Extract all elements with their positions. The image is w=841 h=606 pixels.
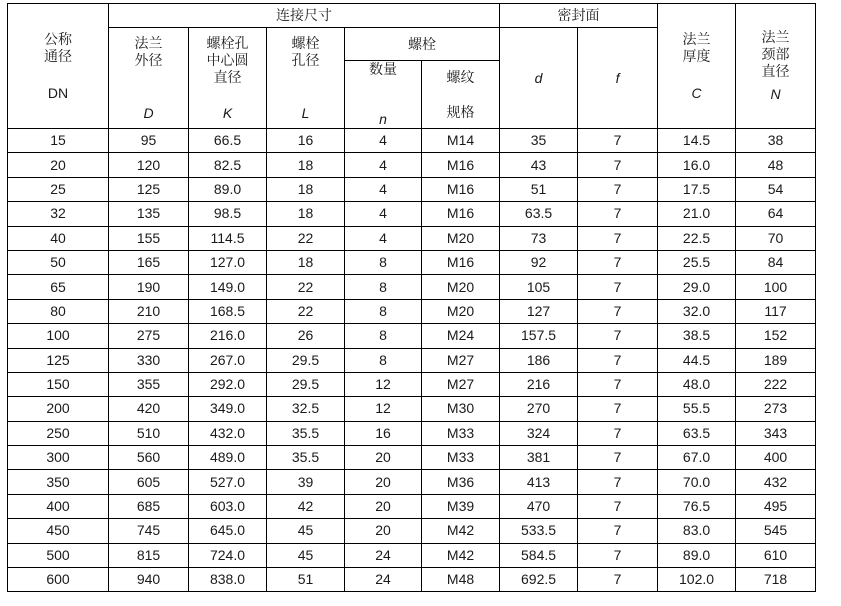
dn-header xyxy=(8,4,109,129)
table-row xyxy=(8,177,816,201)
bolt-qty-cell: 12 xyxy=(345,372,422,396)
thickness-cell: 14.5 xyxy=(658,129,736,153)
table-row xyxy=(8,397,816,421)
seal-f-cell: 7 xyxy=(578,421,658,445)
table-row xyxy=(8,348,816,372)
table-row xyxy=(8,299,816,323)
flange-od-cell: 135 xyxy=(109,202,189,226)
thickness-cell: 83.0 xyxy=(658,519,736,543)
bolt-hole-cell: 22 xyxy=(267,226,345,250)
seal-f-cell: 7 xyxy=(578,129,658,153)
seal-f-header xyxy=(578,28,658,129)
neck-cell: 432 xyxy=(736,470,816,494)
dn-cell: 600 xyxy=(8,568,109,592)
flange-od-cell: 125 xyxy=(109,177,189,201)
neck-cell: 100 xyxy=(736,275,816,299)
thread-cell: M14 xyxy=(422,129,500,153)
bolt-circle-cell: 838.0 xyxy=(189,568,267,592)
thickness-cell: 38.5 xyxy=(658,324,736,348)
neck-cell: 70 xyxy=(736,226,816,250)
neck-cell: 84 xyxy=(736,250,816,274)
table-row xyxy=(8,470,816,494)
dn-cell: 15 xyxy=(8,129,109,153)
bolt-circle-cell: 527.0 xyxy=(189,470,267,494)
flange-od-header xyxy=(109,28,189,129)
seal-d-cell: 692.5 xyxy=(500,568,578,592)
thickness-cell: 32.0 xyxy=(658,299,736,323)
thickness-cell: 21.0 xyxy=(658,202,736,226)
bolt-circle-cell: 489.0 xyxy=(189,446,267,470)
bolt-circle-cell: 149.0 xyxy=(189,275,267,299)
seal-d-cell: 43 xyxy=(500,153,578,177)
dn-cell: 50 xyxy=(8,250,109,274)
bolt-group-header: 螺栓 xyxy=(345,28,500,61)
bolt-circle-cell: 98.5 xyxy=(189,202,267,226)
thickness-cell: 67.0 xyxy=(658,446,736,470)
bolt-hole-cell: 22 xyxy=(267,299,345,323)
table-row xyxy=(8,568,816,592)
seal-f-cell: 7 xyxy=(578,397,658,421)
bolt-hole-cell: 26 xyxy=(267,324,345,348)
thread-cell: M42 xyxy=(422,543,500,567)
bolt-qty-cell: 8 xyxy=(345,250,422,274)
flange-od-cell: 560 xyxy=(109,446,189,470)
flange-od-symbol: D xyxy=(143,104,154,121)
dn-cell: 300 xyxy=(8,446,109,470)
neck-cell: 610 xyxy=(736,543,816,567)
thread-label-2: 规格 xyxy=(446,103,475,120)
seal-d-cell: 63.5 xyxy=(500,202,578,226)
thread-label-1: 螺纹 xyxy=(446,68,475,85)
bolt-circle-cell: 349.0 xyxy=(189,397,267,421)
bolt-qty-cell: 8 xyxy=(345,299,422,323)
bolt-hole-cell: 51 xyxy=(267,568,345,592)
neck-cell: 222 xyxy=(736,372,816,396)
thickness-symbol: C xyxy=(691,84,702,101)
thickness-cell: 70.0 xyxy=(658,470,736,494)
flange-od-cell: 745 xyxy=(109,519,189,543)
thread-cell: M16 xyxy=(422,153,500,177)
thread-cell: M48 xyxy=(422,568,500,592)
bolt-circle-cell: 168.5 xyxy=(189,299,267,323)
bolt-hole-cell: 42 xyxy=(267,494,345,518)
seal-f-cell: 7 xyxy=(578,250,658,274)
neck-cell: 343 xyxy=(736,421,816,445)
thread-cell: M24 xyxy=(422,324,500,348)
bolt-qty-cell: 8 xyxy=(345,348,422,372)
neck-cell: 117 xyxy=(736,299,816,323)
flange-od-cell: 330 xyxy=(109,348,189,372)
seal-f-cell: 7 xyxy=(578,348,658,372)
seal-f-cell: 7 xyxy=(578,177,658,201)
thread-cell: M33 xyxy=(422,421,500,445)
thread-cell: M33 xyxy=(422,446,500,470)
bolt-hole-cell: 45 xyxy=(267,543,345,567)
flange-od-cell: 420 xyxy=(109,397,189,421)
bolt-hole-cell: 18 xyxy=(267,153,345,177)
neck-cell: 273 xyxy=(736,397,816,421)
dn-cell: 500 xyxy=(8,543,109,567)
dn-cell: 200 xyxy=(8,397,109,421)
header-row-1 xyxy=(8,4,816,28)
bolt-circle-cell: 216.0 xyxy=(189,324,267,348)
flange-od-cell: 95 xyxy=(109,129,189,153)
neck-cell: 54 xyxy=(736,177,816,201)
bolt-hole-cell: 35.5 xyxy=(267,421,345,445)
thread-cell: M30 xyxy=(422,397,500,421)
thickness-cell: 17.5 xyxy=(658,177,736,201)
bolt-circle-header xyxy=(189,28,267,129)
table-row xyxy=(8,446,816,470)
flange-od-cell: 275 xyxy=(109,324,189,348)
thickness-cell: 76.5 xyxy=(658,494,736,518)
flange-od-cell: 815 xyxy=(109,543,189,567)
bolt-hole-label: 螺栓 孔径 xyxy=(291,34,320,68)
seal-d-cell: 216 xyxy=(500,372,578,396)
flange-od-cell: 355 xyxy=(109,372,189,396)
seal-d-cell: 584.5 xyxy=(500,543,578,567)
bolt-circle-cell: 603.0 xyxy=(189,494,267,518)
seal-d-cell: 73 xyxy=(500,226,578,250)
bolt-hole-cell: 18 xyxy=(267,177,345,201)
seal-d-cell: 92 xyxy=(500,250,578,274)
thickness-cell: 44.5 xyxy=(658,348,736,372)
seal-d-cell: 127 xyxy=(500,299,578,323)
seal-f-cell: 7 xyxy=(578,153,658,177)
bolt-qty-cell: 24 xyxy=(345,568,422,592)
flange-od-cell: 155 xyxy=(109,226,189,250)
dn-cell: 350 xyxy=(8,470,109,494)
bolt-qty-cell: 4 xyxy=(345,177,422,201)
bolt-qty-cell: 12 xyxy=(345,397,422,421)
dn-code: DN xyxy=(47,84,69,101)
thread-header xyxy=(422,61,500,129)
bolt-hole-cell: 32.5 xyxy=(267,397,345,421)
thread-cell: M36 xyxy=(422,470,500,494)
neck-cell: 64 xyxy=(736,202,816,226)
dn-cell: 20 xyxy=(8,153,109,177)
bolt-qty-cell: 4 xyxy=(345,153,422,177)
bolt-circle-label: 螺栓孔 中心圆 直径 xyxy=(206,34,249,85)
thickness-cell: 89.0 xyxy=(658,543,736,567)
bolt-circle-cell: 114.5 xyxy=(189,226,267,250)
bolt-circle-cell: 645.0 xyxy=(189,519,267,543)
bolt-qty-symbol: n xyxy=(379,111,387,127)
seal-d-cell: 324 xyxy=(500,421,578,445)
table-row xyxy=(8,494,816,518)
thread-cell: M16 xyxy=(422,250,500,274)
thickness-cell: 25.5 xyxy=(658,250,736,274)
seal-d-cell: 381 xyxy=(500,446,578,470)
bolt-qty-cell: 4 xyxy=(345,226,422,250)
bolt-hole-cell: 29.5 xyxy=(267,348,345,372)
neck-cell: 545 xyxy=(736,519,816,543)
flange-od-cell: 210 xyxy=(109,299,189,323)
table-row xyxy=(8,153,816,177)
flange-od-cell: 510 xyxy=(109,421,189,445)
seal-d-cell: 270 xyxy=(500,397,578,421)
bolt-hole-cell: 29.5 xyxy=(267,372,345,396)
seal-f-cell: 7 xyxy=(578,226,658,250)
bolt-qty-cell: 20 xyxy=(345,470,422,494)
bolt-qty-cell: 4 xyxy=(345,202,422,226)
seal-d-cell: 157.5 xyxy=(500,324,578,348)
flange-od-cell: 605 xyxy=(109,470,189,494)
table-row xyxy=(8,519,816,543)
flange-od-label: 法兰 外径 xyxy=(134,34,163,68)
flange-od-cell: 190 xyxy=(109,275,189,299)
bolt-qty-cell: 4 xyxy=(345,129,422,153)
bolt-hole-cell: 39 xyxy=(267,470,345,494)
thread-cell: M27 xyxy=(422,372,500,396)
seal-f-cell: 7 xyxy=(578,543,658,567)
flange-od-cell: 685 xyxy=(109,494,189,518)
bolt-hole-cell: 35.5 xyxy=(267,446,345,470)
dn-cell: 40 xyxy=(8,226,109,250)
bolt-qty-header xyxy=(345,61,422,129)
bolt-hole-symbol: L xyxy=(301,104,310,121)
seal-f-cell: 7 xyxy=(578,202,658,226)
thread-cell: M20 xyxy=(422,299,500,323)
table-row xyxy=(8,129,816,153)
seal-f-cell: 7 xyxy=(578,324,658,348)
dn-label: 公称 通径 xyxy=(44,30,72,64)
table-row xyxy=(8,421,816,445)
seal-f-cell: 7 xyxy=(578,494,658,518)
seal-group-header: 密封面 xyxy=(500,4,658,28)
thread-cell: M27 xyxy=(422,348,500,372)
thickness-header xyxy=(658,4,736,129)
thread-cell: M16 xyxy=(422,177,500,201)
seal-d-symbol: d xyxy=(534,69,543,86)
bolt-circle-cell: 724.0 xyxy=(189,543,267,567)
thickness-cell: 102.0 xyxy=(658,568,736,592)
neck-cell: 152 xyxy=(736,324,816,348)
bolt-qty-cell: 20 xyxy=(345,519,422,543)
flange-od-cell: 120 xyxy=(109,153,189,177)
thickness-cell: 29.0 xyxy=(658,275,736,299)
seal-d-cell: 413 xyxy=(500,470,578,494)
bolt-circle-symbol: K xyxy=(222,104,233,121)
bolt-circle-cell: 267.0 xyxy=(189,348,267,372)
bolt-qty-label: 数量 xyxy=(369,61,397,77)
bolt-hole-cell: 16 xyxy=(267,129,345,153)
bolt-qty-cell: 16 xyxy=(345,421,422,445)
table-row xyxy=(8,275,816,299)
bolt-hole-cell: 18 xyxy=(267,202,345,226)
bolt-hole-header xyxy=(267,28,345,129)
dn-cell: 400 xyxy=(8,494,109,518)
seal-f-cell: 7 xyxy=(578,470,658,494)
bolt-circle-cell: 432.0 xyxy=(189,421,267,445)
flange-od-cell: 940 xyxy=(109,568,189,592)
bolt-hole-cell: 22 xyxy=(267,275,345,299)
seal-d-cell: 105 xyxy=(500,275,578,299)
seal-d-cell: 470 xyxy=(500,494,578,518)
bolt-circle-cell: 127.0 xyxy=(189,250,267,274)
bolt-qty-cell: 20 xyxy=(345,446,422,470)
dn-cell: 80 xyxy=(8,299,109,323)
neck-cell: 400 xyxy=(736,446,816,470)
seal-f-cell: 7 xyxy=(578,568,658,592)
neck-cell: 718 xyxy=(736,568,816,592)
dn-cell: 125 xyxy=(8,348,109,372)
neck-cell: 38 xyxy=(736,129,816,153)
thickness-label: 法兰 厚度 xyxy=(682,30,711,64)
bolt-circle-cell: 89.0 xyxy=(189,177,267,201)
table-row xyxy=(8,226,816,250)
neck-symbol: N xyxy=(770,86,781,102)
table-row xyxy=(8,202,816,226)
thread-cell: M20 xyxy=(422,226,500,250)
thread-cell: M16 xyxy=(422,202,500,226)
seal-d-cell: 51 xyxy=(500,177,578,201)
connect-group-header: 连接尺寸 xyxy=(109,4,500,28)
neck-header xyxy=(736,4,816,129)
table-row xyxy=(8,372,816,396)
seal-f-cell: 7 xyxy=(578,275,658,299)
table-row xyxy=(8,324,816,348)
thread-cell: M20 xyxy=(422,275,500,299)
bolt-circle-cell: 66.5 xyxy=(189,129,267,153)
neck-cell: 189 xyxy=(736,348,816,372)
dn-cell: 150 xyxy=(8,372,109,396)
thread-cell: M42 xyxy=(422,519,500,543)
bolt-qty-cell: 8 xyxy=(345,324,422,348)
bolt-hole-cell: 45 xyxy=(267,519,345,543)
dn-cell: 250 xyxy=(8,421,109,445)
seal-f-cell: 7 xyxy=(578,519,658,543)
thickness-cell: 48.0 xyxy=(658,372,736,396)
bolt-qty-cell: 8 xyxy=(345,275,422,299)
bolt-qty-cell: 20 xyxy=(345,494,422,518)
flange-od-cell: 165 xyxy=(109,250,189,274)
seal-d-cell: 186 xyxy=(500,348,578,372)
bolt-circle-cell: 292.0 xyxy=(189,372,267,396)
bolt-circle-cell: 82.5 xyxy=(189,153,267,177)
bolt-hole-cell: 18 xyxy=(267,250,345,274)
dn-cell: 450 xyxy=(8,519,109,543)
neck-cell: 495 xyxy=(736,494,816,518)
seal-d-header xyxy=(500,28,578,129)
seal-f-symbol: f xyxy=(615,69,620,86)
seal-d-cell: 533.5 xyxy=(500,519,578,543)
dn-cell: 32 xyxy=(8,202,109,226)
thickness-cell: 16.0 xyxy=(658,153,736,177)
seal-f-cell: 7 xyxy=(578,446,658,470)
table-body xyxy=(8,129,816,592)
table-row xyxy=(8,543,816,567)
dn-cell: 25 xyxy=(8,177,109,201)
dn-cell: 65 xyxy=(8,275,109,299)
neck-label: 法兰 颈部 直径 xyxy=(761,29,790,79)
thickness-cell: 22.5 xyxy=(658,226,736,250)
dn-cell: 100 xyxy=(8,324,109,348)
seal-f-cell: 7 xyxy=(578,372,658,396)
seal-f-cell: 7 xyxy=(578,299,658,323)
neck-cell: 48 xyxy=(736,153,816,177)
bolt-qty-cell: 24 xyxy=(345,543,422,567)
table-row xyxy=(8,250,816,274)
seal-d-cell: 35 xyxy=(500,129,578,153)
thread-cell: M39 xyxy=(422,494,500,518)
thickness-cell: 63.5 xyxy=(658,421,736,445)
thickness-cell: 55.5 xyxy=(658,397,736,421)
flange-dimension-table xyxy=(7,3,816,592)
